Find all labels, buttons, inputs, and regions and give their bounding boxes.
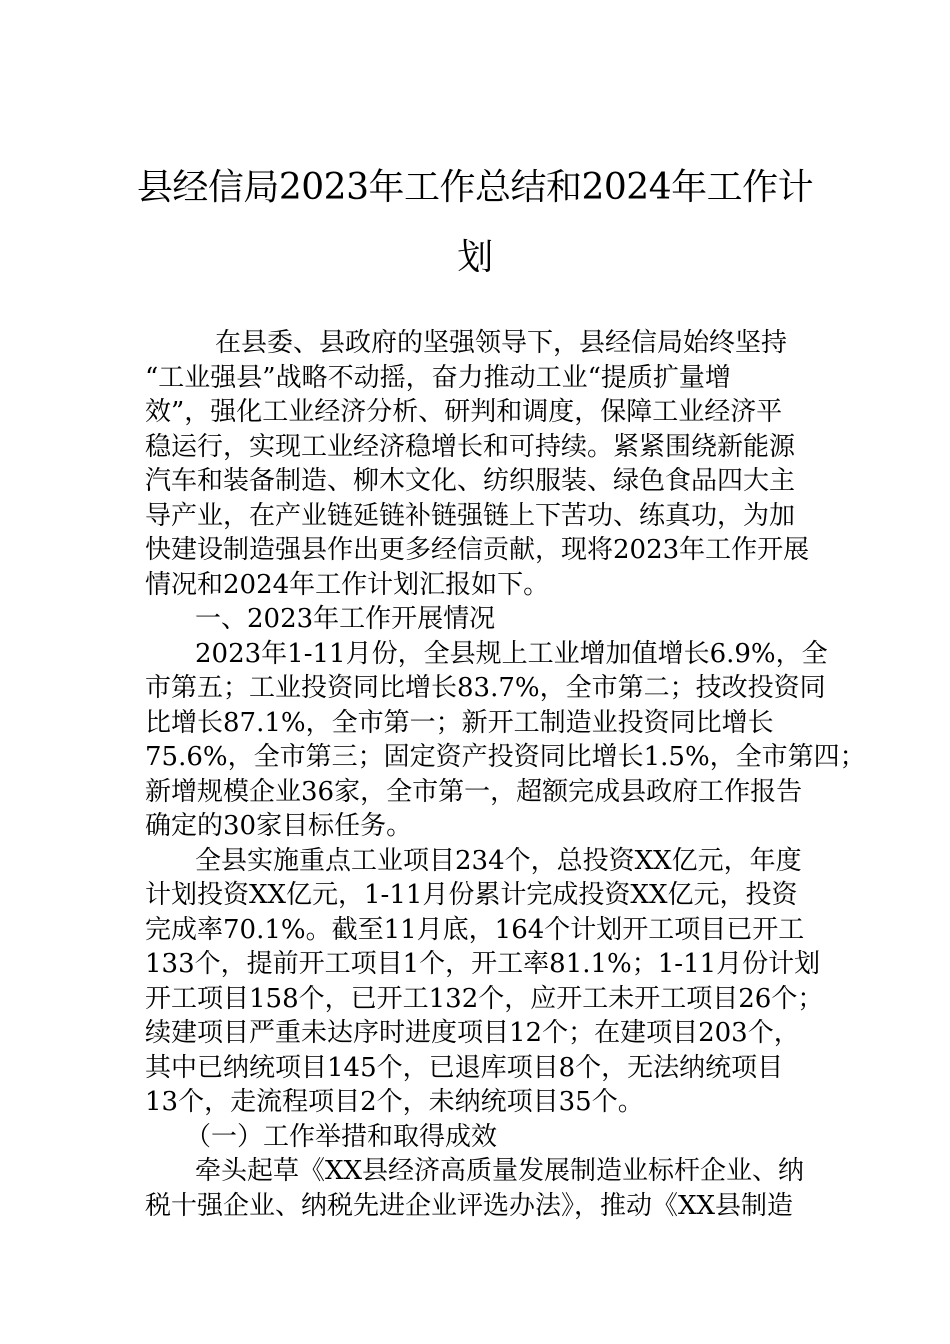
body-text-line: 牵头起草《XX县经济高质量发展制造业标杆企业、纳 bbox=[195, 1156, 805, 1186]
body-text-line: 在县委、县政府的坚强领导下，县经信局始终坚持 bbox=[215, 328, 788, 358]
body-text-line: 快建设制造强县作出更多经信贡献，现将2023年工作开展 bbox=[145, 535, 810, 565]
body-text-line: 市第五；工业投资同比增长83.7%，全市第二；技改投资同 bbox=[145, 673, 826, 703]
body-text-line: 133个，提前开工项目1个，开工率81.1%；1-11月份计划 bbox=[145, 949, 821, 979]
body-text-line: 75.6%，全市第三；固定资产投资同比增长1.5%，全市第四； bbox=[145, 742, 866, 772]
body-text-line: 确定的30家目标任务。 bbox=[145, 811, 413, 841]
document-title-line-1: 县经信局2023年工作总结和2024年工作计 bbox=[136, 167, 814, 208]
body-text-line: 计划投资XX亿元，1-11月份累计完成投资XX亿元，投资 bbox=[145, 880, 798, 910]
body-text-line: 新增规模企业36家，全市第一，超额完成县政府工作报告 bbox=[145, 776, 803, 807]
body-text-line: （一）工作举措和取得成效 bbox=[185, 1121, 498, 1152]
body-text-line: 导产业，在产业链延链补链强链上下苦功、练真功，为加 bbox=[145, 500, 796, 531]
body-text-line: 稳运行，实现工业经济稳增长和可持续。紧紧围绕新能源 bbox=[145, 431, 796, 462]
body-text-line: 比增长87.1%，全市第一；新开工制造业投资同比增长 bbox=[145, 707, 774, 738]
body-text-line: 13个，走流程项目2个，未纳统项目35个。 bbox=[145, 1087, 644, 1117]
body-text-line: “工业强县”战略不动摇，奋力推动工业“提质扩量增 bbox=[145, 362, 731, 393]
body-text-line: 效”，强化工业经济分析、研判和调度，保障工业经济平 bbox=[145, 397, 783, 427]
body-text-line: 一、2023年工作开展情况 bbox=[195, 604, 496, 634]
body-text-line: 税十强企业、纳税先进企业评选办法》，推动《XX县制造 bbox=[145, 1190, 794, 1221]
body-text-line: 续建项目严重未达序时进度项目12个；在建项目203个， bbox=[145, 1018, 800, 1048]
body-text-line: 情况和2024年工作计划汇报如下。 bbox=[145, 569, 550, 600]
document-title-line-2: 划 bbox=[457, 237, 493, 278]
body-text-line: 全县实施重点工业项目234个，总投资XX亿元，年度 bbox=[195, 845, 802, 876]
body-text-line: 其中已纳统项目145个，已退库项目8个，无法纳统项目 bbox=[145, 1052, 784, 1083]
body-text-line: 开工项目158个，已开工132个，应开工未开工项目26个； bbox=[145, 983, 824, 1014]
body-text-line: 完成率70.1%。截至11月底，164个计划开工项目已开工 bbox=[145, 914, 805, 945]
body-text-line: 2023年1-11月份，全县规上工业增加值增长6.9%，全 bbox=[195, 638, 828, 669]
body-text-line: 汽车和装备制造、柳木文化、纺织服装、绿色食品四大主 bbox=[145, 466, 796, 496]
document-body bbox=[145, 326, 866, 1223]
